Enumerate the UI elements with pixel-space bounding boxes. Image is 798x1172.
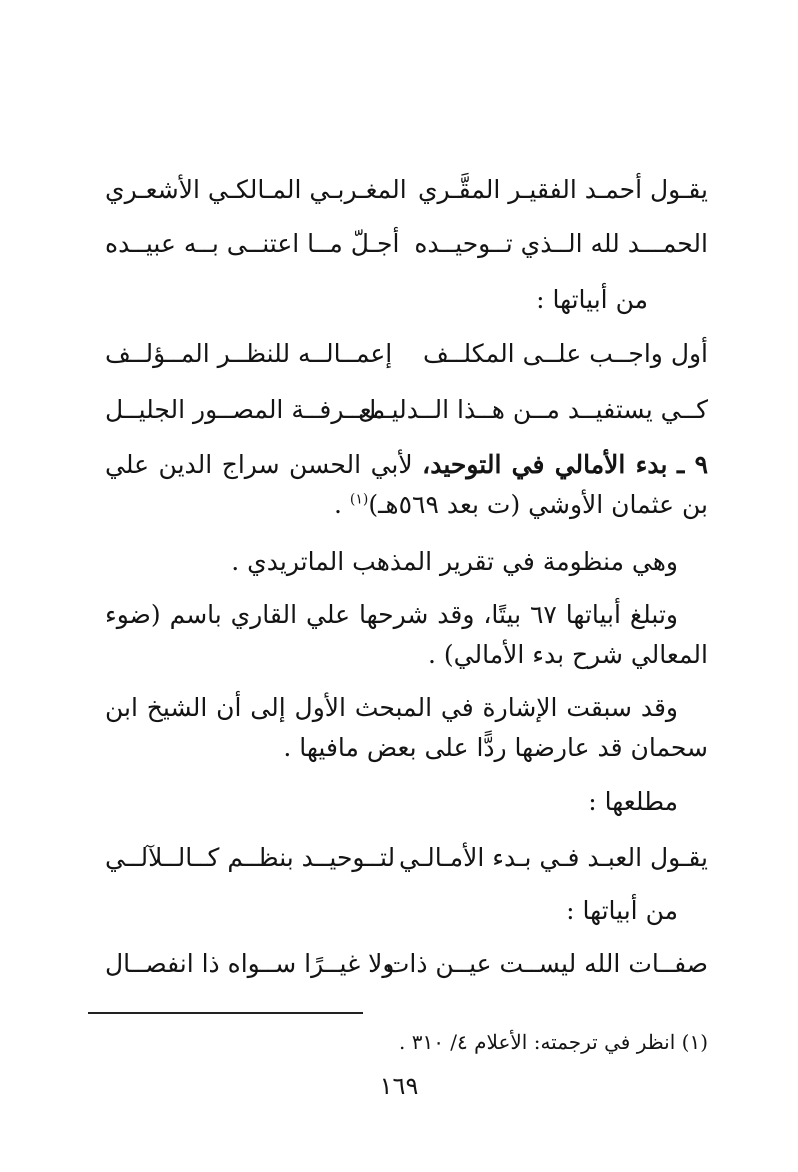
verse-1	[105, 170, 708, 210]
verse-1-second-hemistich: المغـربـي المـالكـي الأشعـري	[105, 175, 407, 204]
paragraph-3: وقد سبقت الإشارة في المبحث الأول إلى أن الشيخ ابن سحمان قد عارضها ردًّا على بعض مافيها .	[105, 693, 708, 762]
opening-label: مطلعها :	[588, 787, 678, 816]
item-9-end: .	[333, 490, 342, 519]
section-label-2: من أبياتها :	[566, 896, 678, 925]
verse-2-second-hemistich: أجـلّ مــا اعتنــى بــه عبيــده	[105, 229, 400, 258]
verse-3	[105, 334, 708, 374]
verse-2-first-hemistich: الحمـــد لله الــذي تــوحيــده	[414, 229, 708, 258]
footnote-separator	[88, 1012, 363, 1014]
paragraph-1: وهي منظومة في تقرير المذهب الماتريدي .	[231, 547, 678, 576]
verse-2	[105, 224, 708, 264]
verse-6	[105, 944, 708, 984]
verse-3-first-hemistich: أول واجــب علــى المكلــف	[423, 339, 708, 368]
paragraph-2: وتبلغ أبياتها ٦٧ بيتًا، وقد شرحها علي القاري باسم (ضوء المعالي شرح بدء الأمالي) .	[105, 600, 708, 669]
verse-4	[105, 390, 708, 430]
verse-3-second-hemistich: إعمــالــه للنظــر المــؤلــف	[105, 339, 393, 368]
footnote-marker: (١)	[681, 1030, 708, 1054]
verse-4-second-hemistich: معــرفــة المصــور الجليــل	[105, 395, 386, 424]
verse-4-first-hemistich: كــي يستفيــد مــن هــذا الــدليــل	[358, 395, 708, 424]
footnote	[88, 1028, 708, 1056]
item-9-text: لأبي الحسن سراج الدين علي بن عثمان الأوشي (ت بعد ٥٦٩هـ)	[105, 450, 708, 519]
item-9-number: ٩ ـ	[676, 450, 709, 479]
verse-5-second-hemistich: لتــوحيــد بنظــم كــالــلآلــي	[105, 843, 396, 872]
verse-6-first-hemistich: صفــات الله ليســت عيــن ذات	[385, 949, 708, 978]
item-9-title: بدء الأمالي في التوحيد،	[422, 450, 668, 479]
footnote-text: انظر في ترجمته: الأعلام ٤/ ٣١٠ .	[398, 1030, 676, 1054]
verse-1-first-hemistich: يقـول أحمـد الفقيـر المقَّـري	[417, 175, 708, 204]
verse-6-second-hemistich: ولا غيــرًا ســواه ذا انفصــال	[105, 949, 395, 978]
footnote-reference: (١)	[349, 491, 369, 508]
page-number: ١٦٩	[379, 1072, 419, 1100]
item-9-entry	[105, 445, 708, 525]
verse-5-first-hemistich: يقـول العبـد فـي بـدء الأمـالـي	[399, 843, 708, 872]
section-label: من أبياتها :	[536, 285, 648, 314]
verse-5	[105, 838, 708, 878]
